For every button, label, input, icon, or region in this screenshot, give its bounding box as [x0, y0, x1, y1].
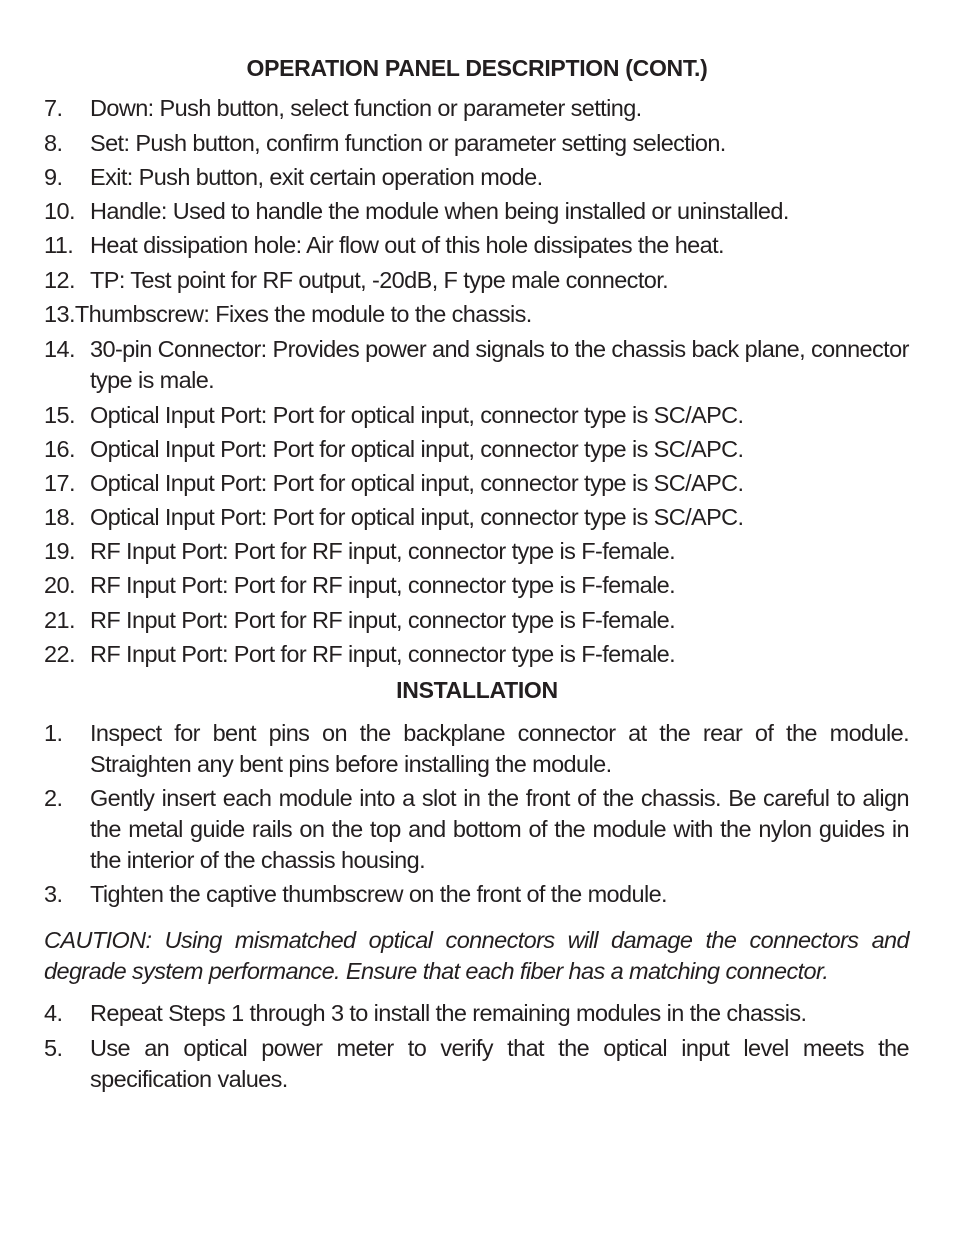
- item-number: 12.: [44, 267, 75, 293]
- list-item: [44, 334, 909, 396]
- item-number: 19.: [44, 538, 75, 564]
- list-item: [44, 128, 909, 159]
- list-item: [44, 1033, 909, 1095]
- item-text: TP: Test point for RF output, -20dB, F type male connector.: [90, 267, 669, 293]
- list-item: [44, 93, 909, 124]
- item-text: Inspect for bent pins on the backplane connector at the rear of the module. Straighten any bent pins before installing the module.: [90, 720, 909, 777]
- list-item: [44, 299, 909, 330]
- item-text: Handle: Used to handle the module when being installed or uninstalled.: [90, 198, 789, 224]
- item-text: 13.Thumbscrew: Fixes the module to the chassis.: [44, 301, 532, 327]
- list-item: [44, 639, 909, 670]
- item-text: Optical Input Port: Port for optical input, connector type is SC/APC.: [90, 504, 744, 530]
- list-item: [44, 468, 909, 499]
- item-text: Optical Input Port: Port for optical input, connector type is SC/APC.: [90, 402, 744, 428]
- item-text: 30-pin Connector: Provides power and signals to the chassis back plane, connector type is male.: [90, 336, 909, 393]
- caution-note: CAUTION: Using mismatched optical connectors will damage the connectors and degrade system performance. Ensure that each fiber has a matching connector.: [44, 927, 909, 984]
- item-number: 15.: [44, 402, 75, 428]
- list-item: [44, 783, 909, 876]
- list-item: [44, 265, 909, 296]
- item-text: Tighten the captive thumbscrew on the front of the module.: [90, 881, 667, 907]
- item-text: Down: Push button, select function or parameter setting.: [90, 95, 642, 121]
- item-number: 16.: [44, 436, 75, 462]
- item-number: 10.: [44, 198, 75, 224]
- item-number: 14.: [44, 336, 75, 362]
- item-text: RF Input Port: Port for RF input, connector type is F-female.: [90, 607, 676, 633]
- list-item: [44, 434, 909, 465]
- item-text: Gently insert each module into a slot in the front of the chassis. Be careful to align the metal guide rails on the top and bottom of the module with the nylon guides in the interior of the chassis housing.: [90, 785, 909, 873]
- list-item: [44, 230, 909, 261]
- item-number: 21.: [44, 607, 75, 633]
- item-number: 18.: [44, 504, 75, 530]
- item-number: 3.: [44, 881, 63, 907]
- item-text: RF Input Port: Port for RF input, connector type is F-female.: [90, 572, 676, 598]
- list-item: [44, 998, 909, 1029]
- list-item: [44, 718, 909, 780]
- item-number: 22.: [44, 641, 75, 667]
- item-text: Optical Input Port: Port for optical input, connector type is SC/APC.: [90, 436, 744, 462]
- item-text: RF Input Port: Port for RF input, connector type is F-female.: [90, 641, 676, 667]
- list-item: [44, 536, 909, 567]
- item-number: 17.: [44, 470, 75, 496]
- item-number: 20.: [44, 572, 75, 598]
- item-text: Repeat Steps 1 through 3 to install the remaining modules in the chassis.: [90, 1000, 807, 1026]
- list-item: [44, 570, 909, 601]
- item-text: RF Input Port: Port for RF input, connector type is F-female.: [90, 538, 676, 564]
- list-item: [44, 605, 909, 636]
- item-number: 9.: [44, 164, 63, 190]
- item-number: 8.: [44, 130, 63, 156]
- item-text: Heat dissipation hole: Air flow out of this hole dissipates the heat.: [90, 232, 724, 258]
- item-text: Exit: Push button, exit certain operation mode.: [90, 164, 543, 190]
- list-item: [44, 162, 909, 193]
- installation-heading: INSTALLATION: [396, 677, 558, 703]
- list-item: [44, 879, 909, 910]
- item-text: Set: Push button, confirm function or parameter setting selection.: [90, 130, 726, 156]
- item-number: 4.: [44, 1000, 63, 1026]
- list-item: [44, 400, 909, 431]
- item-text: Optical Input Port: Port for optical input, connector type is SC/APC.: [90, 470, 744, 496]
- list-item: [44, 502, 909, 533]
- item-number: 2.: [44, 785, 63, 811]
- item-number: 7.: [44, 95, 63, 121]
- item-number: 5.: [44, 1035, 63, 1061]
- operation-panel-heading: OPERATION PANEL DESCRIPTION (CONT.): [246, 55, 708, 81]
- item-number: 1.: [44, 720, 63, 746]
- list-item: [44, 196, 909, 227]
- item-text: Use an optical power meter to verify that the optical input level meets the specification values.: [90, 1035, 909, 1092]
- item-number: 11.: [44, 232, 74, 258]
